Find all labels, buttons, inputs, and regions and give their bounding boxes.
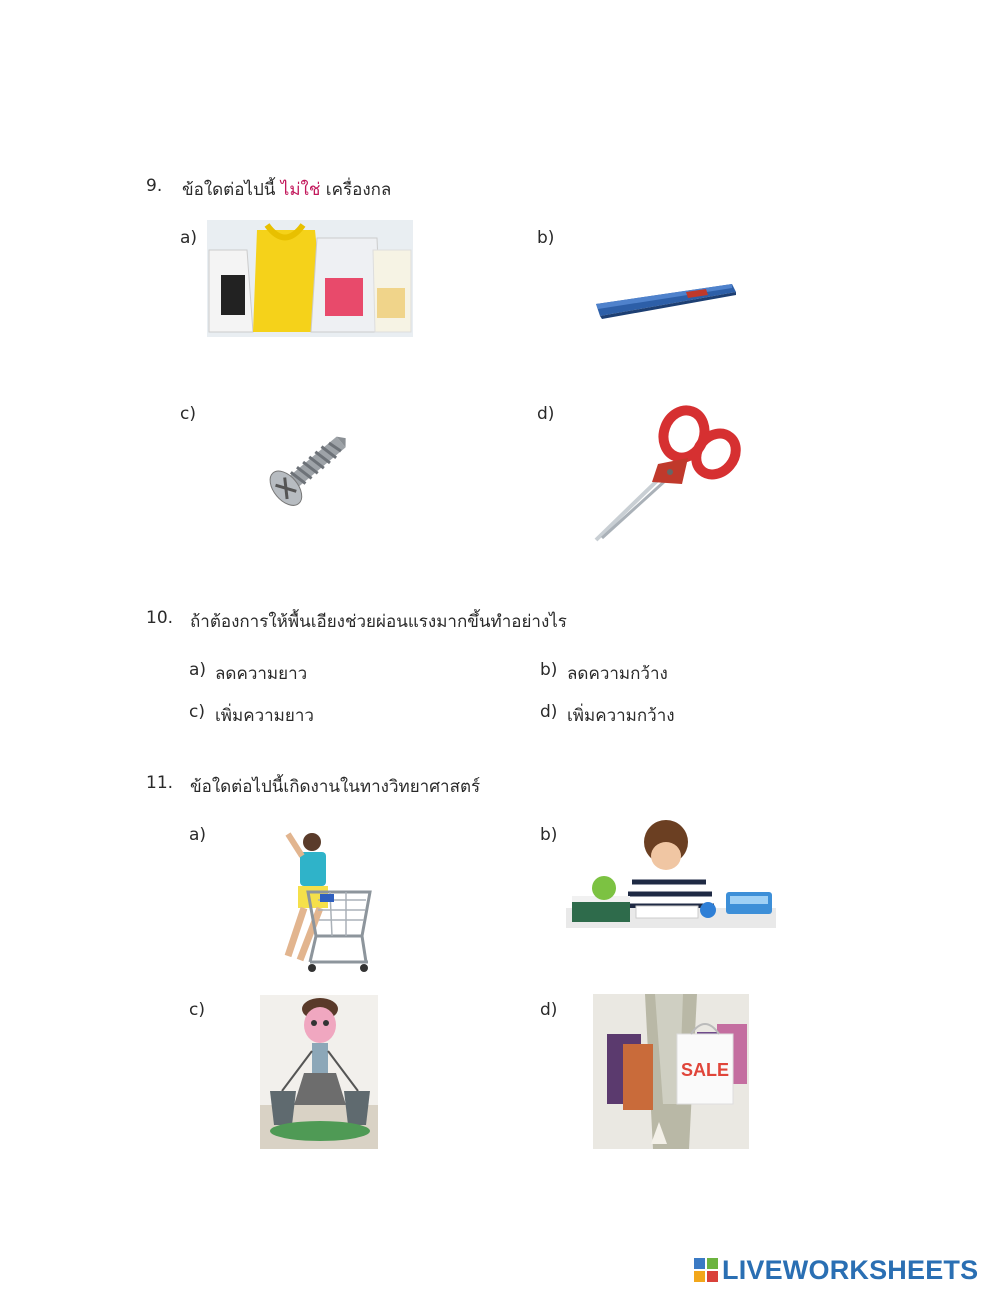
liveworksheets-logo-icon [694,1258,718,1282]
q11-option-a-image[interactable] [270,830,376,974]
q9-option-d-label[interactable]: d) [537,404,555,424]
q9-option-b-image[interactable] [590,276,740,320]
question-9-text [182,176,391,203]
plastic-bags-icon [207,220,413,337]
q9-option-b-label[interactable]: b) [537,228,555,248]
question-9-text-after: เครื่องกล [320,180,392,200]
q9-option-a-image[interactable] [207,220,413,337]
screw-icon [258,425,358,517]
liveworksheets-brand-text: LIVEWORKSHEETS [722,1254,979,1285]
stapler-icon [590,276,740,320]
question-9-number: 9. [146,176,163,196]
q9-option-c-label[interactable]: c) [180,404,196,424]
q11-option-a-label[interactable]: a) [189,825,207,845]
q11-option-d-label[interactable]: d) [540,1000,558,1020]
q11-option-b-label[interactable]: b) [540,825,558,845]
q9-option-d-image[interactable] [592,404,742,544]
question-9-highlight: ไม่ใช่ [280,180,321,200]
q11-option-c-image[interactable] [260,995,378,1149]
q10-option-c-label[interactable]: c) [189,702,205,722]
q11-option-d-image[interactable] [593,994,749,1149]
q9-option-a-label[interactable]: a) [180,228,198,248]
question-11-text: ข้อใดต่อไปนี้เกิดงานในทางวิทยาศาสตร์ [190,777,481,797]
q11-option-b-image[interactable] [566,816,776,928]
question-10-text: ถ้าต้องการให้พื้นเอียงช่วยผ่อนแรงมากขึ้นทำอย่างไร [190,612,567,632]
question-10-number: 10. [146,608,174,628]
shopping-bags-icon [593,994,749,1149]
q11-option-c-label[interactable]: c) [189,1000,205,1020]
liveworksheets-logo [694,1256,978,1284]
q9-option-c-image[interactable] [258,425,358,517]
shopping-cart-icon [270,830,376,974]
q10-option-a-text[interactable]: ลดความยาว [215,664,308,684]
question-9-text-before: ข้อใดต่อไปนี้ [182,180,281,200]
q10-option-a-label[interactable]: a) [189,660,207,680]
q10-option-d-text[interactable]: เพิ่มความกว้าง [567,706,675,726]
q10-option-d-label[interactable]: d) [540,702,558,722]
sale-sign-text: SALE [680,1060,730,1080]
q10-option-c-text[interactable]: เพิ่มความยาว [215,706,314,726]
question-11-number: 11. [146,773,174,793]
q10-option-b-text[interactable]: ลดความกว้าง [567,664,668,684]
doll-with-buckets-icon [260,995,378,1149]
boy-studying-icon [566,816,776,928]
scissors-icon [592,404,742,544]
q10-option-b-label[interactable]: b) [540,660,558,680]
